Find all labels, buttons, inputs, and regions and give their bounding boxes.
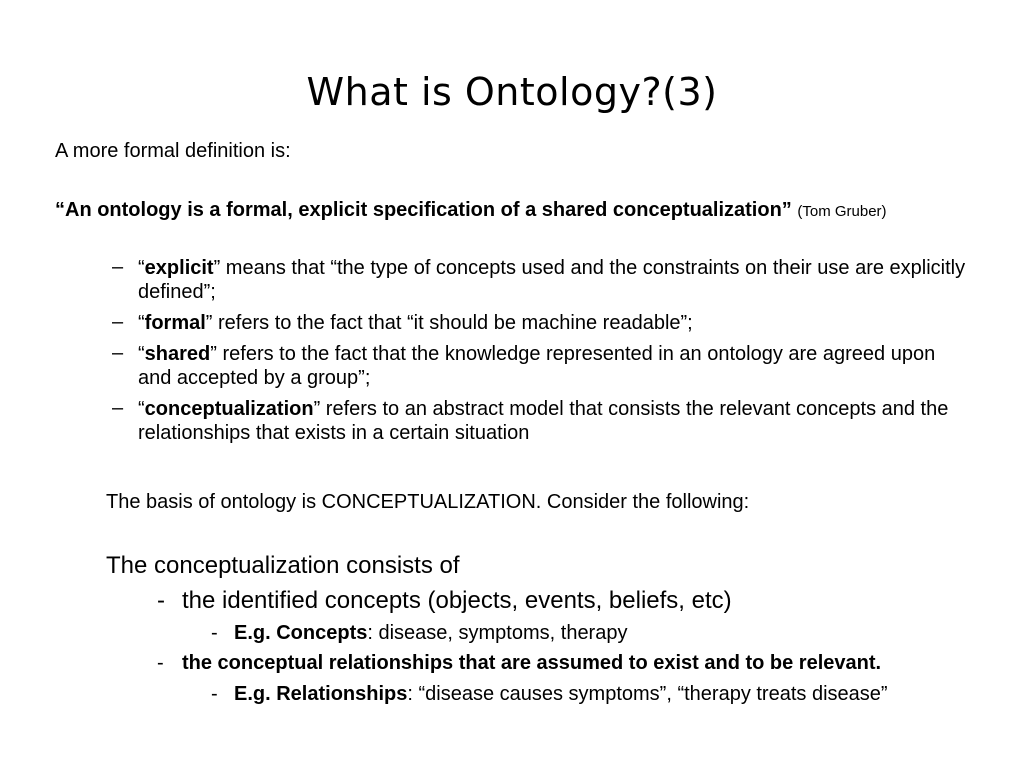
bullet-dash: – bbox=[112, 342, 124, 364]
bullet-term: shared bbox=[144, 343, 211, 365]
definition-quote bbox=[55, 199, 887, 222]
quote-citation: (Tom Gruber) bbox=[797, 203, 887, 220]
bullet-rest: ” refers to the fact that the knowledge represented in an ontology are agreed upon and accepted by a group”; bbox=[138, 343, 936, 389]
bullet-term: explicit bbox=[144, 257, 214, 279]
conceptualization-heading: The conceptualization consists of bbox=[106, 552, 460, 579]
example-text: : disease, symptoms, therapy bbox=[367, 622, 628, 644]
sub-dash: - bbox=[211, 683, 218, 705]
basis-text: The basis of ontology is CONCEPTUALIZATION. Consider the following: bbox=[106, 491, 750, 513]
example-label: E.g. Concepts bbox=[234, 622, 368, 644]
slide-title: What is Ontology?(3) bbox=[306, 70, 718, 114]
example-label: E.g. Relationships bbox=[234, 683, 408, 705]
bullet-shared bbox=[138, 342, 968, 390]
sub-dash: - bbox=[211, 622, 218, 644]
relationships-item: the conceptual relationships that are assumed to exist and to be relevant. bbox=[182, 652, 882, 674]
bullet-term: formal bbox=[144, 312, 206, 334]
bullet-dash: – bbox=[112, 397, 124, 419]
bullet-open-quote: “ bbox=[138, 343, 145, 365]
bullet-dash: – bbox=[112, 256, 124, 278]
bullet-formal bbox=[138, 311, 968, 335]
bullet-explicit bbox=[138, 256, 968, 304]
relationships-example bbox=[234, 683, 888, 706]
bullet-rest: ” means that “the type of concepts used and the constraints on their use are explicitly defined”; bbox=[138, 257, 966, 303]
sub-dash: - bbox=[157, 587, 165, 614]
bullet-open-quote: “ bbox=[138, 312, 145, 334]
bullet-term: conceptualization bbox=[144, 398, 314, 420]
concepts-item: the identified concepts (objects, events, beliefs, etc) bbox=[182, 587, 732, 614]
quote-text: “An ontology is a formal, explicit specification of a shared conceptualization” bbox=[55, 199, 792, 221]
bullet-dash: – bbox=[112, 311, 124, 333]
intro-text: A more formal definition is: bbox=[55, 140, 291, 162]
sub-dash: - bbox=[157, 652, 164, 674]
concepts-example bbox=[234, 622, 627, 645]
bullet-rest: ” refers to an abstract model that consists the relevant concepts and the relationships that exists in a certain situation bbox=[138, 398, 949, 444]
bullet-conceptualization bbox=[138, 397, 968, 445]
example-text: : “disease causes symptoms”, “therapy treats disease” bbox=[407, 683, 888, 705]
bullet-rest: ” refers to the fact that “it should be machine readable”; bbox=[205, 312, 693, 334]
bullet-open-quote: “ bbox=[138, 257, 145, 279]
bullet-open-quote: “ bbox=[138, 398, 145, 420]
